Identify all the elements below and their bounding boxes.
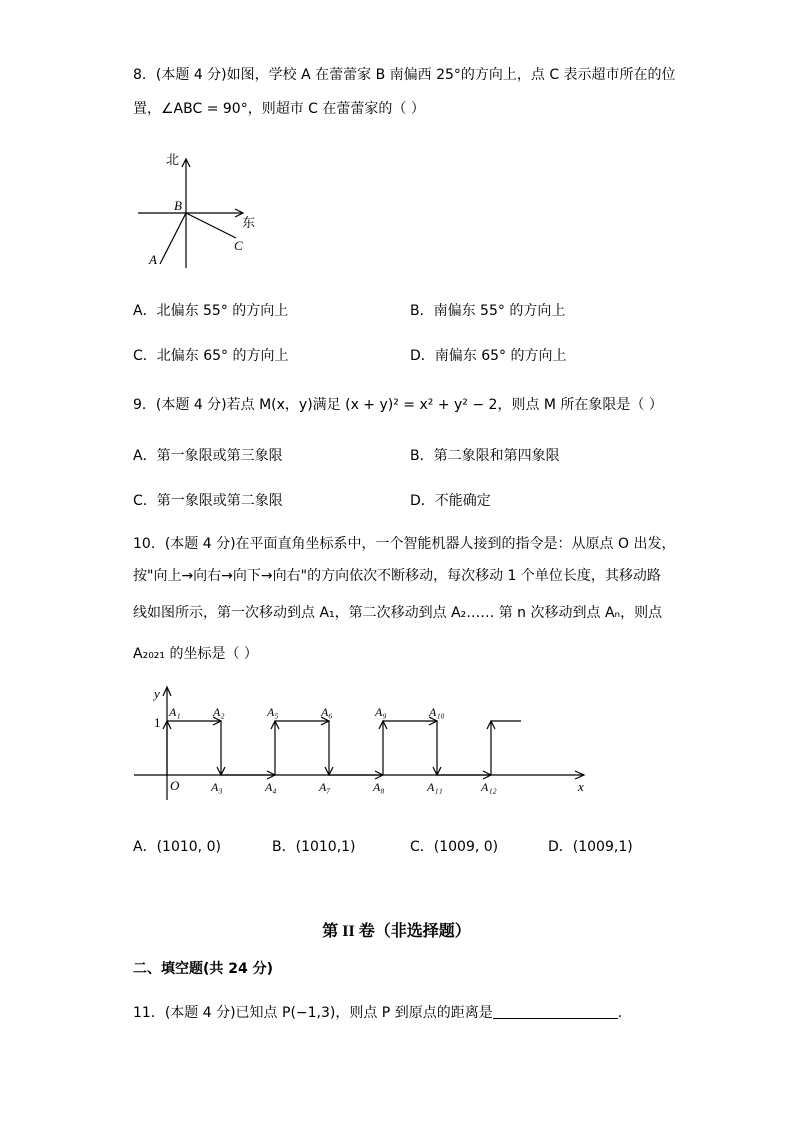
point-label: A₅ [267,705,279,719]
robot-path [163,717,521,779]
q10-option-c[interactable]: C．(1009, 0) [410,839,499,855]
q10-line2: 按"向上→向右→向下→向右"的方向依次不断移动，每次移动 1 个单位长度，其移动路 [133,568,661,584]
point-c-label: C [234,238,243,253]
q11-stem [133,1002,622,1022]
point-label: A₄ [265,780,277,794]
q8-line2: 置，∠ABC = 90°，则超市 C 在蕾蕾家的（ ） [133,101,425,117]
q9-option-c[interactable]: C．第一象限或第二象限 [133,493,283,509]
point-label: A₇ [319,780,331,794]
point-label: A₈ [373,780,385,794]
q8-option-c[interactable]: C．北偏东 65° 的方向上 [133,348,289,364]
x-axis-label: x [578,779,584,794]
y-one-label: 1 [154,715,161,730]
point-label: A₁₀ [429,705,445,719]
origin-label: O [170,778,180,793]
q8-option-d[interactable]: D．南偏东 65° 的方向上 [410,348,567,364]
part-two-heading: 二、填空题(共 24 分) [133,961,274,977]
y-axis-label: y [154,686,160,701]
q8-option-b[interactable]: B．南偏东 55° 的方向上 [410,303,566,319]
point-labels [168,705,497,794]
north-label: 北 [166,152,180,167]
q10-figure [128,680,598,800]
point-label: A₂ [213,705,225,719]
point-b-label: B [174,198,182,213]
q10-option-d[interactable]: D．(1009,1) [548,839,633,855]
q11-answer-blank[interactable] [493,1004,618,1019]
point-label: A₁ [169,705,181,719]
point-label: A₆ [321,705,333,719]
point-label: A₃ [211,780,223,794]
q10-line4: A₂₀₂₁ 的坐标是（ ） [133,646,258,662]
ray-bc [186,213,236,238]
ray-ba [160,213,186,264]
point-a-label: A [149,252,157,267]
point-label: A₁₂ [481,780,497,794]
q10-option-b[interactable]: B．(1010,1) [272,839,356,855]
q8-line1: 8．(本题 4 分)如图，学校 A 在蕾蕾家 B 南偏西 25°的方向上，点 C 表示超市所在的位 [133,67,676,83]
point-label: A₁₁ [427,780,443,794]
q8-figure [128,140,268,275]
q11-period: . [617,1005,623,1021]
q10-option-a[interactable]: A．(1010, 0) [133,839,221,855]
q10-line3: 线如图所示，第一次移动到点 A₁，第二次移动到点 A₂…… 第 n 次移动到点 Aₙ，则点 [133,605,663,621]
q10-line1: 10．(本题 4 分)在平面直角坐标系中，一个智能机器人接到的指令是：从原点 O 出发， [133,536,676,552]
point-label: A₉ [375,705,387,719]
q11-text: 11．(本题 4 分)已知点 P(−1,3)，则点 P 到原点的距离是 [133,1005,493,1021]
q9-stem: 9．(本题 4 分)若点 M(x，y)满足 (x + y)² = x² + y² − 2，则点 M 所在象限是（ ） [133,397,663,413]
q9-option-a[interactable]: A．第一象限或第三象限 [133,448,283,464]
section-title: 第 II 卷（非选择题） [322,923,471,940]
q8-option-a[interactable]: A．北偏东 55° 的方向上 [133,303,289,319]
q9-option-b[interactable]: B．第二象限和第四象限 [410,448,560,464]
east-label: 东 [242,215,256,230]
q9-option-d[interactable]: D．不能确定 [410,493,491,509]
